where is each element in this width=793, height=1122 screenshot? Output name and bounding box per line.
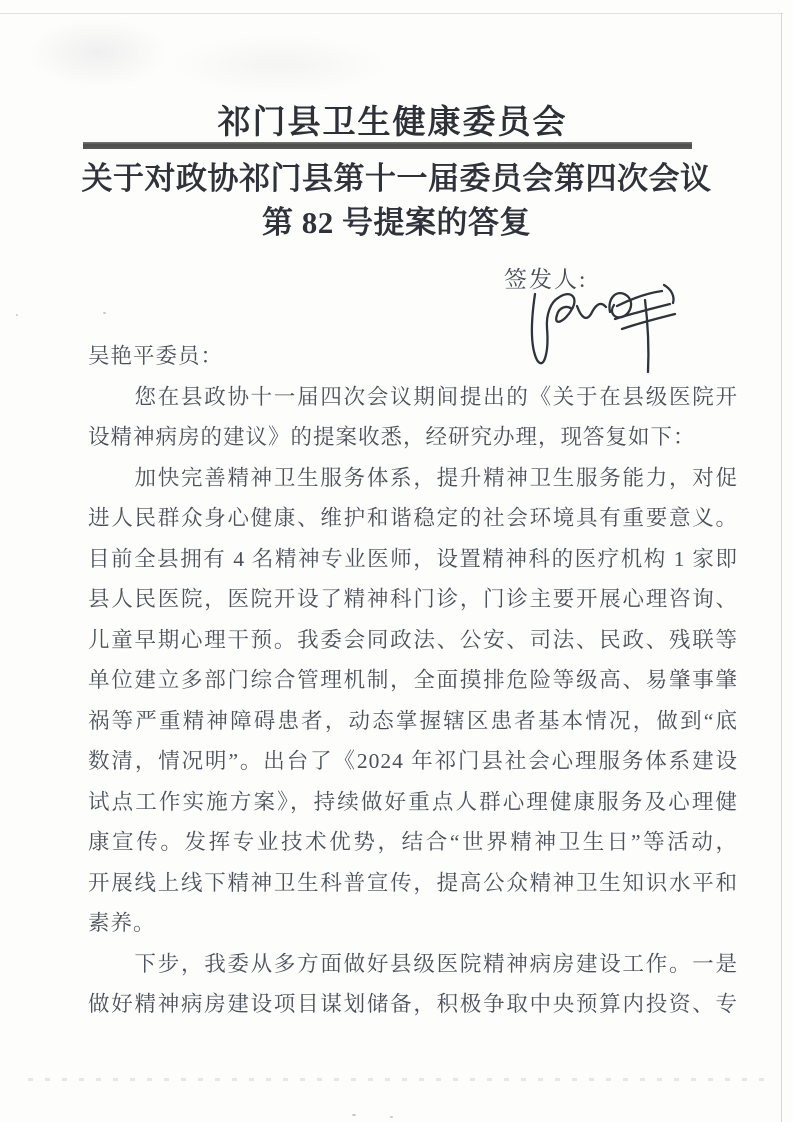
body-line: 目前全县拥有 4 名精神专业医师，设置精神科的医疗机构 1 家即 [88, 546, 738, 571]
subject-line-1: 关于对政协祁门县第十一届委员会第四次会议 [81, 161, 712, 196]
body-line: 开展线上线下精神卫生科普宣传，提高公众精神卫生知识水平和 [88, 870, 738, 895]
body-line: 儿童早期心理干预。我委会同政法、公安、司法、民政、残联等 [88, 627, 738, 652]
body-line-salutation: 吴艳平委员： [88, 344, 224, 368]
body-line: 祸等严重精神障碍患者，动态掌握辖区患者基本情况，做到“底 [88, 708, 738, 733]
body-line: 数清，情况明”。出台了《2024 年祁门县社会心理服务体系建设 [88, 749, 738, 773]
issuer-label: 签发人: [504, 267, 588, 292]
body-line: 您在县政协十一届四次会议期间提出的《关于在县级医院开 [88, 384, 738, 409]
body-line: 加快完善精神卫生服务体系，提升精神卫生服务能力，对促 [88, 465, 738, 490]
body-line: 康宣传。发挥专业技术优势，结合“世界精神卫生日”等活动， [88, 830, 738, 854]
body-line: 进人民群众身心健康、维护和谐稳定的社会环境具有重要意义。 [88, 506, 738, 530]
issuing-organization-title: 祁门县卫生健康委员会 [217, 105, 568, 141]
scan-speck [103, 312, 106, 314]
letterhead-divider-rule [83, 142, 692, 149]
body-line: 县人民医院，医院开设了精神科门诊，门诊主要开展心理咨询、 [88, 587, 738, 611]
scan-smudge [28, 18, 168, 88]
scan-smudge [170, 35, 390, 95]
document-subject-heading [0, 157, 793, 245]
body-line: 单位建立多部门综合管理机制，全面摸排危险等级高、易肇事肇 [88, 668, 738, 692]
body-line: 素养。 [88, 911, 156, 935]
letter-body [88, 336, 738, 1025]
scan-speck [352, 1114, 356, 1116]
body-line: 下步，我委从多方面做好县级医院精神病房建设工作。一是 [88, 951, 738, 976]
scan-speck [390, 1116, 393, 1118]
scan-paper-edge-top [0, 13, 783, 14]
body-line: 试点工作实施方案》，持续做好重点人群心理健康服务及心理健 [88, 789, 738, 814]
subject-line-2: 第 82 号提案的答复 [262, 205, 531, 240]
body-line: 做好精神病房建设项目谋划储备，积极争取中央预算内投资、专 [88, 992, 738, 1016]
scan-noise-band [28, 1078, 764, 1081]
scan-speck [16, 314, 18, 316]
body-line: 设精神病房的建议》的提案收悉，经研究办理，现答复如下： [88, 425, 696, 449]
